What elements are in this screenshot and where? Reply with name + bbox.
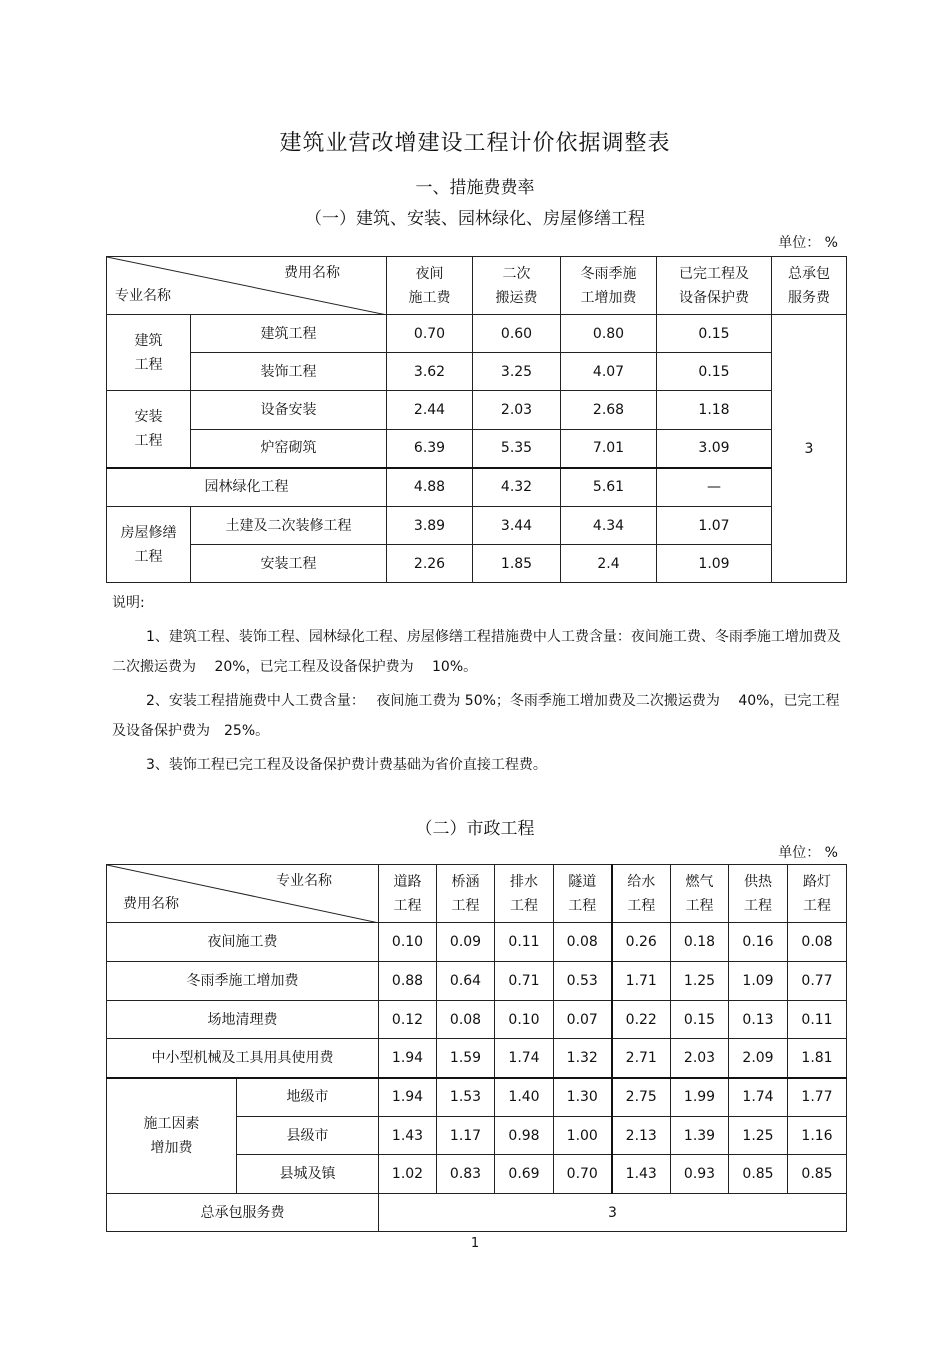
cell-value: 0.83 bbox=[437, 1155, 495, 1194]
group-label bbox=[107, 507, 191, 583]
cell-value: 1.09 bbox=[657, 545, 772, 583]
group-text: 房屋修缮 工程 bbox=[120, 524, 177, 565]
row-label: 建筑工程 bbox=[191, 315, 387, 353]
group-text: 建筑 工程 bbox=[134, 332, 163, 373]
cell-value: 0.16 bbox=[729, 923, 788, 962]
header-label: 二次 搬运费 bbox=[495, 265, 538, 306]
row-label: 中小型机械及工具用具使用费 bbox=[107, 1039, 379, 1078]
cell-value: 1.00 bbox=[554, 1117, 612, 1155]
cell-value: 5.61 bbox=[561, 468, 657, 507]
cell-value: 0.70 bbox=[554, 1155, 612, 1194]
row-label: 土建及二次装修工程 bbox=[191, 507, 387, 545]
column-header bbox=[772, 257, 847, 315]
cell-value: 3.89 bbox=[387, 507, 473, 545]
cell-value: 1.59 bbox=[437, 1039, 495, 1078]
table-row bbox=[107, 1001, 847, 1039]
column-header bbox=[788, 865, 847, 923]
column-header bbox=[729, 865, 788, 923]
header-label: 夜间 施工费 bbox=[408, 265, 451, 306]
cell-value: 1.43 bbox=[379, 1117, 437, 1155]
cell-value: 4.07 bbox=[561, 353, 657, 391]
cell-value: 2.09 bbox=[729, 1039, 788, 1078]
corner-row-label: 专业名称 bbox=[115, 288, 171, 304]
row-label: 夜间施工费 bbox=[107, 923, 379, 962]
cell-value: 1.25 bbox=[671, 962, 729, 1001]
cell-value: 0.10 bbox=[379, 923, 437, 962]
header-label: 供热 工程 bbox=[744, 873, 772, 914]
table-row bbox=[107, 923, 847, 962]
group-label bbox=[107, 1078, 237, 1194]
header-label: 道路 工程 bbox=[393, 873, 422, 914]
group-label bbox=[107, 391, 191, 468]
cell-value: 0.15 bbox=[657, 315, 772, 353]
group-label bbox=[107, 315, 191, 391]
cell-value: 7.01 bbox=[561, 430, 657, 468]
cell-value: 0.88 bbox=[379, 962, 437, 1001]
cell-value: 1.71 bbox=[612, 962, 671, 1001]
cell-value: 2.13 bbox=[612, 1117, 671, 1155]
table-row bbox=[107, 430, 847, 468]
corner-column-label: 费用名称 bbox=[284, 265, 340, 281]
cell-value: 0.53 bbox=[554, 962, 612, 1001]
cell-value: 0.80 bbox=[561, 315, 657, 353]
cell-value: 1.94 bbox=[379, 1039, 437, 1078]
municipal-fee-table bbox=[106, 864, 847, 1232]
cell-value: 1.25 bbox=[729, 1117, 788, 1155]
unit-label: 单位： % bbox=[778, 845, 838, 861]
measures-fee-table bbox=[106, 256, 847, 583]
cell-value: 2.03 bbox=[473, 391, 561, 430]
header-label: 隧道 工程 bbox=[568, 873, 597, 914]
cell-value: 1.85 bbox=[473, 545, 561, 583]
row-label: 县级市 bbox=[237, 1117, 379, 1155]
cell-value: 1.74 bbox=[729, 1078, 788, 1117]
table-row bbox=[107, 391, 847, 430]
column-header bbox=[387, 257, 473, 315]
cell-value: 0.12 bbox=[379, 1001, 437, 1039]
cell-value: 0.60 bbox=[473, 315, 561, 353]
subsection-title-building: （一）建筑、安装、园林绿化、房屋修缮工程 bbox=[305, 209, 645, 229]
row-label: 园林绿化工程 bbox=[107, 468, 387, 507]
cell-value: — bbox=[657, 468, 772, 507]
cell-value: 1.32 bbox=[554, 1039, 612, 1078]
row-label: 安装工程 bbox=[191, 545, 387, 583]
header-label: 路灯 工程 bbox=[803, 873, 831, 914]
cell-value: 4.34 bbox=[561, 507, 657, 545]
cell-value: 0.15 bbox=[657, 353, 772, 391]
document-title: 建筑业营改增建设工程计价依据调整表 bbox=[279, 131, 671, 156]
group-text: 施工因素 增加费 bbox=[143, 1115, 200, 1156]
row-label: 冬雨季施工增加费 bbox=[107, 962, 379, 1001]
cell-value: 0.09 bbox=[437, 923, 495, 962]
cell-value: 2.4 bbox=[561, 545, 657, 583]
cell-value: 1.18 bbox=[657, 391, 772, 430]
cell-value: 1.99 bbox=[671, 1078, 729, 1117]
cell-value: 2.75 bbox=[612, 1078, 671, 1117]
cell-value: 1.53 bbox=[437, 1078, 495, 1117]
cell-value: 0.98 bbox=[495, 1117, 554, 1155]
header-label: 桥涵 工程 bbox=[451, 873, 480, 914]
cell-value: 3.62 bbox=[387, 353, 473, 391]
table-row bbox=[107, 468, 847, 507]
cell-value: 1.43 bbox=[612, 1155, 671, 1194]
cell-value: 0.22 bbox=[612, 1001, 671, 1039]
column-header bbox=[495, 865, 554, 923]
table-row bbox=[107, 962, 847, 1001]
cell-value: 1.74 bbox=[495, 1039, 554, 1078]
cell-value: 3.25 bbox=[473, 353, 561, 391]
cell-value: 0.70 bbox=[387, 315, 473, 353]
table-row bbox=[107, 545, 847, 583]
row-label: 炉窑砌筑 bbox=[191, 430, 387, 468]
table-corner-header bbox=[107, 257, 387, 315]
cell-value: 1.02 bbox=[379, 1155, 437, 1194]
row-label: 设备安装 bbox=[191, 391, 387, 430]
cell-value: 0.77 bbox=[788, 962, 847, 1001]
cell-value: 0.15 bbox=[671, 1001, 729, 1039]
header-label: 冬雨季施 工增加费 bbox=[580, 265, 637, 306]
column-header bbox=[379, 865, 437, 923]
section-title: 一、措施费费率 bbox=[415, 178, 535, 198]
cell-value: 0.85 bbox=[788, 1155, 847, 1194]
general-contract-fee: 3 bbox=[379, 1194, 847, 1232]
header-label: 给水 工程 bbox=[627, 873, 656, 914]
column-header bbox=[437, 865, 495, 923]
cell-value: 2.71 bbox=[612, 1039, 671, 1078]
cell-value: 0.64 bbox=[437, 962, 495, 1001]
table-row bbox=[107, 1039, 847, 1078]
cell-value: 2.44 bbox=[387, 391, 473, 430]
note-item: 2、安装工程措施费中人工费含量： 夜间施工费为 50%；冬雨季施工增加费及二次搬运费为 40%，已完工程及设备保护费为 25%。 bbox=[112, 693, 840, 739]
header-label: 总承包 服务费 bbox=[788, 265, 830, 306]
cell-value: 1.81 bbox=[788, 1039, 847, 1078]
header-label: 燃气 工程 bbox=[685, 873, 714, 914]
table-corner-header bbox=[107, 865, 379, 923]
cell-value: 1.94 bbox=[379, 1078, 437, 1117]
cell-value: 0.18 bbox=[671, 923, 729, 962]
table-row bbox=[107, 315, 847, 353]
row-label: 县城及镇 bbox=[237, 1155, 379, 1194]
cell-value: 0.26 bbox=[612, 923, 671, 962]
header-label: 排水 工程 bbox=[510, 873, 538, 914]
cell-value: 0.93 bbox=[671, 1155, 729, 1194]
corner-row-label: 费用名称 bbox=[123, 896, 179, 912]
cell-value: 1.07 bbox=[657, 507, 772, 545]
cell-value: 5.35 bbox=[473, 430, 561, 468]
cell-value: 4.88 bbox=[387, 468, 473, 507]
cell-value: 0.08 bbox=[788, 923, 847, 962]
cell-value: 0.85 bbox=[729, 1155, 788, 1194]
page-number: 1 bbox=[470, 1236, 480, 1251]
table-row bbox=[107, 353, 847, 391]
cell-value: 1.39 bbox=[671, 1117, 729, 1155]
row-label: 地级市 bbox=[237, 1078, 379, 1117]
cell-value: 0.08 bbox=[554, 923, 612, 962]
cell-value: 6.39 bbox=[387, 430, 473, 468]
column-header bbox=[554, 865, 612, 923]
cell-value: 0.71 bbox=[495, 962, 554, 1001]
cell-value: 1.17 bbox=[437, 1117, 495, 1155]
cell-value: 2.68 bbox=[561, 391, 657, 430]
cell-value: 1.30 bbox=[554, 1078, 612, 1117]
column-header bbox=[612, 865, 671, 923]
header-label: 已完工程及 设备保护费 bbox=[679, 265, 749, 306]
cell-value: 0.08 bbox=[437, 1001, 495, 1039]
row-label: 场地清理费 bbox=[107, 1001, 379, 1039]
cell-value: 3.09 bbox=[657, 430, 772, 468]
column-header bbox=[561, 257, 657, 315]
cell-value: 1.40 bbox=[495, 1078, 554, 1117]
group-text: 安装 工程 bbox=[134, 408, 163, 449]
cell-value: 1.77 bbox=[788, 1078, 847, 1117]
cell-value: 2.26 bbox=[387, 545, 473, 583]
cell-value: 3.44 bbox=[473, 507, 561, 545]
cell-value: 1.16 bbox=[788, 1117, 847, 1155]
table-row bbox=[107, 1194, 847, 1232]
table-row bbox=[107, 1078, 847, 1117]
cell-value: 1.09 bbox=[729, 962, 788, 1001]
cell-value: 0.11 bbox=[788, 1001, 847, 1039]
column-header bbox=[671, 865, 729, 923]
cell-value: 2.03 bbox=[671, 1039, 729, 1078]
row-label: 总承包服务费 bbox=[107, 1194, 379, 1232]
column-header bbox=[473, 257, 561, 315]
cell-value: 0.13 bbox=[729, 1001, 788, 1039]
row-label: 装饰工程 bbox=[191, 353, 387, 391]
cell-value: 4.32 bbox=[473, 468, 561, 507]
corner-column-label: 专业名称 bbox=[276, 873, 332, 889]
cell-value: 0.69 bbox=[495, 1155, 554, 1194]
table-row bbox=[107, 507, 847, 545]
general-contract-fee: 3 bbox=[772, 315, 847, 583]
column-header bbox=[657, 257, 772, 315]
subsection-title-municipal: （二）市政工程 bbox=[415, 819, 535, 839]
note-item: 3、装饰工程已完工程及设备保护费计费基础为省价直接工程费。 bbox=[146, 757, 547, 773]
notes-label: 说明: bbox=[112, 595, 145, 611]
unit-label: 单位： % bbox=[778, 235, 838, 251]
note-item: 1、建筑工程、装饰工程、园林绿化工程、房屋修缮工程措施费中人工费含量：夜间施工费、冬雨季施工增加费及二次搬运费为 20%，已完工程及设备保护费为 10%。 bbox=[112, 629, 841, 675]
cell-value: 0.07 bbox=[554, 1001, 612, 1039]
cell-value: 0.10 bbox=[495, 1001, 554, 1039]
cell-value: 0.11 bbox=[495, 923, 554, 962]
